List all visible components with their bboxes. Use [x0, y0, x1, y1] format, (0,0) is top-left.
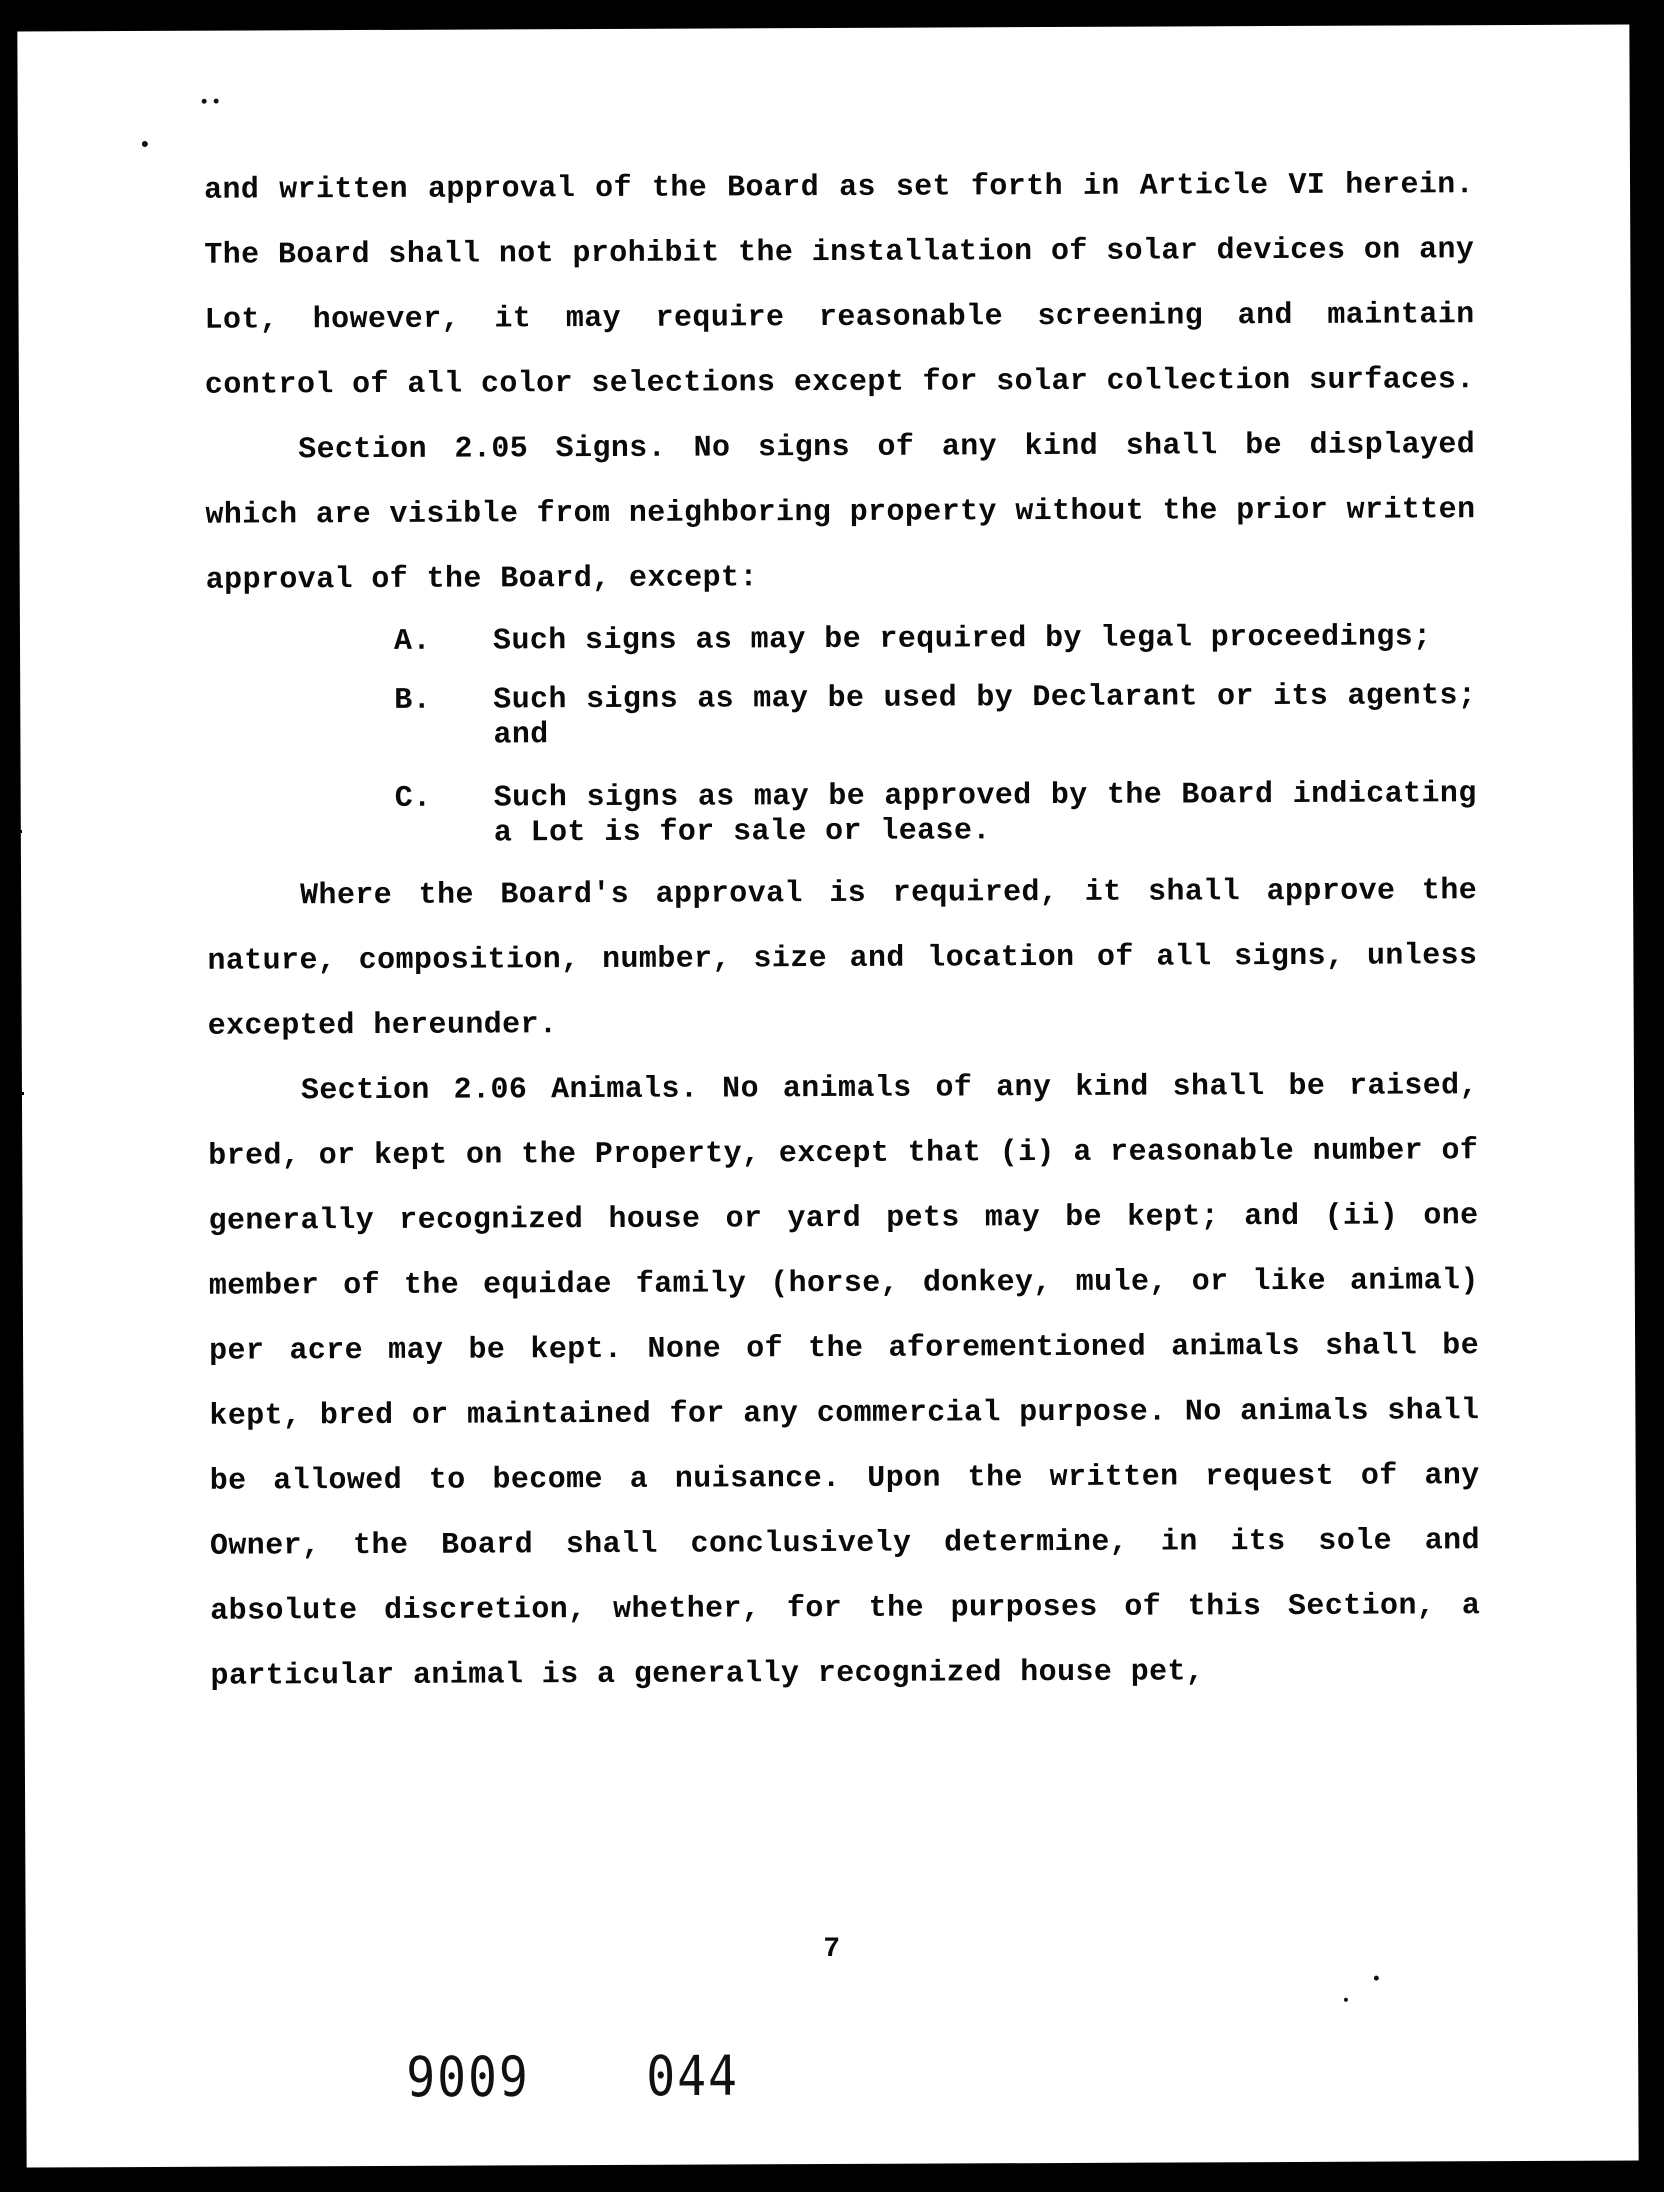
- list-text: Such signs as may be used by Declarant or its agents; and: [493, 679, 1477, 753]
- scan-speck: [1374, 1976, 1379, 1981]
- scan-speck: [202, 99, 207, 104]
- signs-exception-list: [206, 620, 1477, 853]
- page-number: 7: [823, 1933, 841, 1966]
- list-item: [206, 620, 1476, 661]
- scan-edge-mark: [0, 830, 22, 833]
- scan-speck: [142, 141, 148, 147]
- scan-speck: [214, 99, 219, 104]
- list-letter: C.: [394, 781, 432, 816]
- bates-stamp-left: 9009: [406, 2045, 531, 2111]
- paragraph-solar: and written approval of the Board as set forth in Article VI herein. The Board shall not prohibit the installation of solar devices on any Lot, however, it may require reasonable screening and maintain control of all color selections except for solar collection surfaces.: [203, 168, 1475, 403]
- paragraph-board-approval: Where the Board's approval is required, it shall approve the nature, composition, number, size and location of all signs, unless excepted hereunder.: [207, 874, 1478, 1044]
- list-letter: A.: [393, 624, 431, 659]
- document-body: [204, 153, 1481, 1710]
- paragraph-section-2-06-animals: Section 2.06 Animals. No animals of any kind shall be raised, bred, or kept on the Property, except that (i) a reasonable number of generally recognized house or yard pets may be kept; and (ii) one member of the equidae family (horse, donkey, mule, or like animal) per acre may be kept. None of the aforementioned animals shall be kept, bred or maintained for any commercial purpose. No animals shall be allowed to become a nuisance. Upon the written request of any Owner, the Board shall conclusively determine, in its sole and absolute discretion, whether, for the purposes of this Section, a particular animal is a generally recognized house pet,: [208, 1069, 1481, 1694]
- list-item: [207, 777, 1477, 853]
- scan-speck: [1344, 1998, 1348, 2002]
- list-item: [206, 679, 1476, 755]
- list-letter: B.: [394, 683, 432, 718]
- bates-stamp-right: 044: [646, 2044, 740, 2110]
- list-text: Such signs as may be required by legal proceedings;: [492, 620, 1432, 659]
- document-page: [17, 24, 1638, 2167]
- list-text: Such signs as may be approved by the Board indicating a Lot is for sale or lease.: [493, 777, 1477, 851]
- paragraph-section-2-05-signs: Section 2.05 Signs. No signs of any kind shall be displayed which are visible from neighboring property without the prior written approval of the Board, except:: [205, 428, 1476, 598]
- scan-edge-mark: [0, 1092, 24, 1095]
